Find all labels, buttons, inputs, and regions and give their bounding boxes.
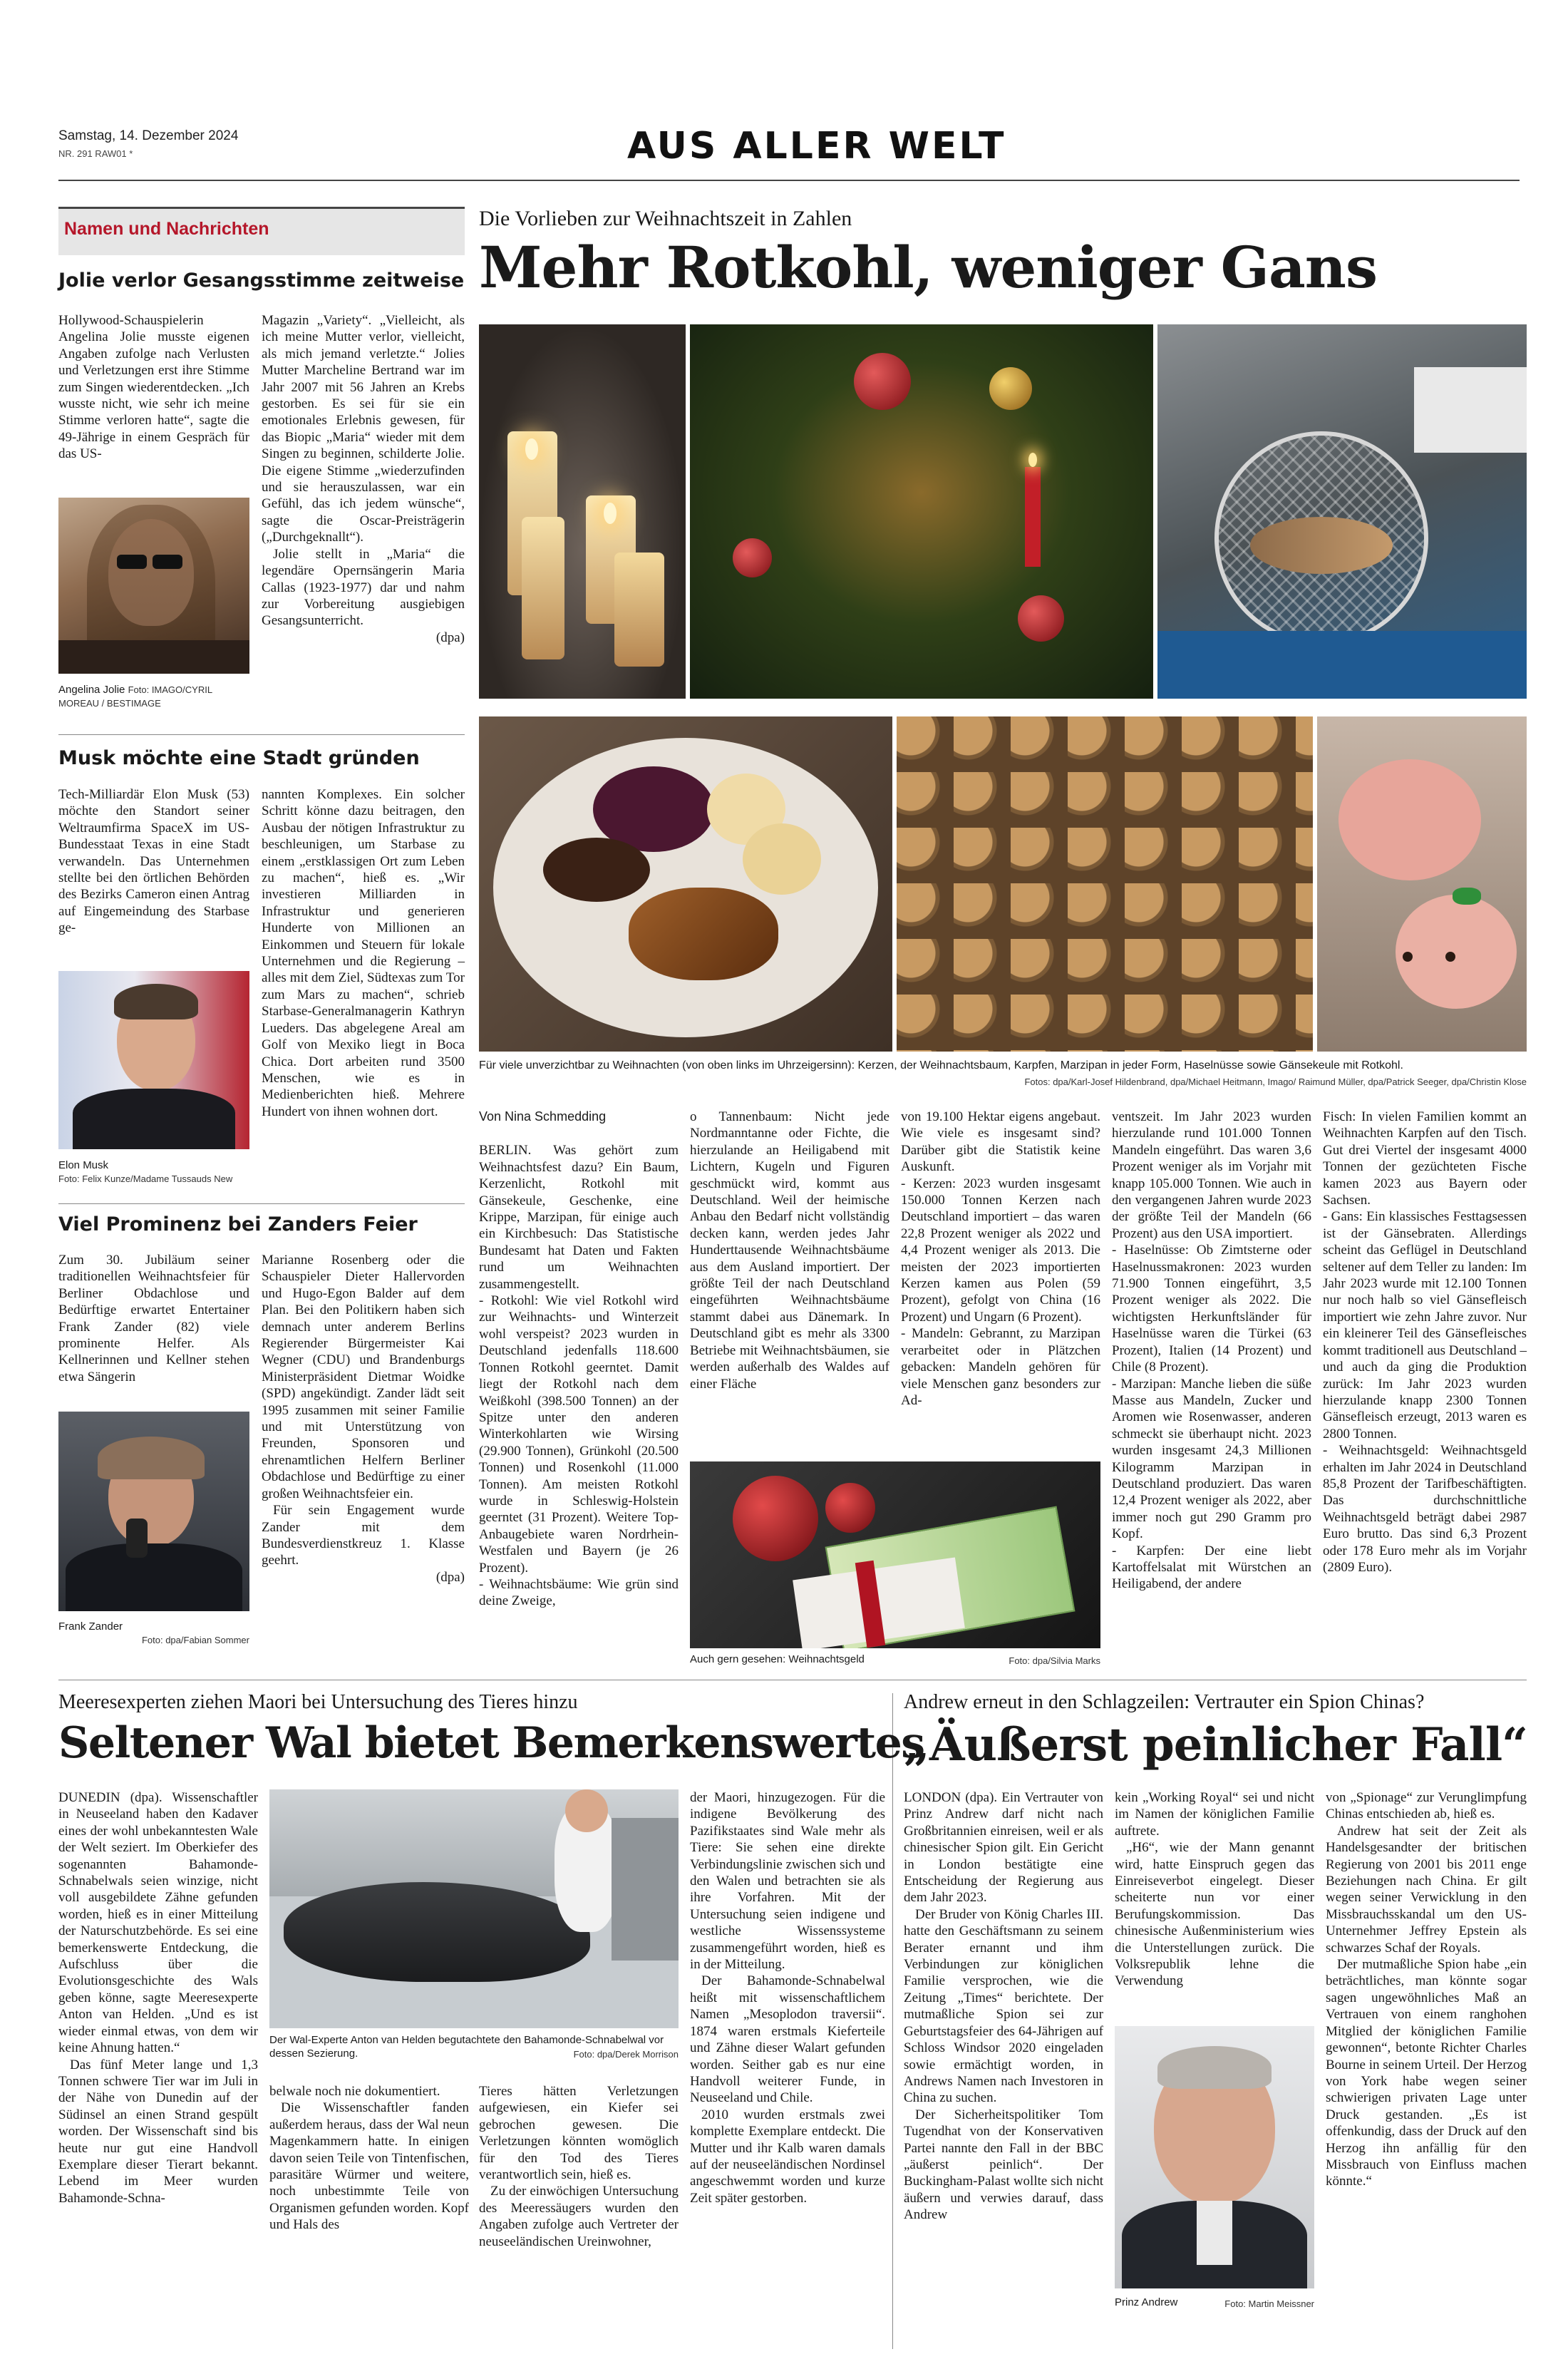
zander-photo — [58, 1412, 249, 1611]
christmas-money-photo — [690, 1461, 1100, 1648]
musk-caption-name: Elon Musk — [58, 1159, 109, 1171]
andrew-photo-caption: Prinz Andrew — [1115, 2296, 1178, 2308]
sidebar-header-label: Namen und Nachrichten — [64, 219, 269, 239]
whale-col2 — [269, 2083, 469, 2234]
jolie-caption — [58, 683, 249, 710]
main-col1-intro: BERLIN. Was gehört zum Weihnachtsfest dazu? Ein Baum, Kerzenlicht, Rotkohl mit Gänsekeule, Geschenke, eine Krippe, Marzipan, für einige auch ein Kirchbesuch: Das Statistische Bundesamt hat Daten und Fakten rund um Weihnachten zusammengestellt. — [479, 1143, 679, 1292]
main-col4-almonds-cont: ventszeit. Im Jahr 2023 wurden hierzulande rund 101.000 Tonnen Mandeln eingeführt. Das waren 3,6 Prozent weniger als im Vorjahr mit knapp 105.000 Tonnen. Wie auch in den vergangenen Jahren wurde 2023 der größte Teil der Mandeln (66 Prozent) aus den USA importiert. — [1112, 1109, 1311, 1241]
musk-headline: Musk möchte eine Stadt gründen — [58, 747, 420, 769]
sidebar — [58, 207, 465, 1668]
zander-headline: Viel Prominenz bei Zanders Feier — [58, 1213, 418, 1235]
main-col3 — [901, 1109, 1100, 1409]
main-col3-candles: - Kerzen: 2023 wurden insgesamt 150.000 Tonnen Kerzen nach Deutschland importiert – das waren 22,8 Prozent weniger als 2022 und 4,4 Prozent weniger als 2013. Die meisten der 2023 importierten Kerzen kamen aus Polen (59 Prozent), gefolgt von China (16 Prozent) und Ungarn (6 Prozent). — [901, 1176, 1100, 1325]
jolie-caption-credit: Foto: IMAGO/CYRIL MOREAU / BESTIMAGE — [58, 684, 212, 709]
andrew-col2-text: kein „Working Royal“ sei und nicht im Namen der königlichen Familie auftrete. — [1115, 1790, 1314, 1839]
zander-text-col2 — [262, 1252, 465, 1586]
issue-number: NR. 291 RAW01 * — [58, 148, 133, 159]
main-col3-trees-cont: von 19.100 Hektar eigens angebaut. Wie viele es insgesamt sind? Darüber gibt die Statistik keine Auskunft. — [901, 1109, 1100, 1175]
andrew-col3-text: von „Spionage“ zur Verunglimpfung Chinas entschieden ab, hieß es. — [1326, 1790, 1527, 1822]
andrew-photo-credit: Foto: Martin Meissner — [1224, 2298, 1314, 2309]
main-col5 — [1323, 1109, 1527, 1576]
issue-date: Samstag, 14. Dezember 2024 — [58, 128, 239, 143]
musk-caption — [58, 1158, 249, 1186]
whale-headline: Seltener Wal bietet Bemerkenswertes — [58, 1718, 924, 1768]
zander-text-col1: Zum 30. Jubiläum seiner traditionellen Weihnachtsfeier für Berliner Obdachlose und Bedürftige erwartet Entertainer Frank Zander (82) viele prominente Helfer. Als Kellnerinnen und Kellner stehen etwa Sängerin — [58, 1253, 249, 1384]
andrew-kicker: Andrew erneut in den Schlagzeilen: Vertrauter ein Spion Chinas? — [904, 1691, 1425, 1713]
main-col4-carp: - Karpfen: Der eine liebt Kartoffelsalat mit Würstchen an Heiligabend, der andere — [1112, 1543, 1311, 1592]
jolie-text-part2: Magazin „Variety“. „Vielleicht, als ich meine Mutter verlor, vielleicht, als mich jemand verletzte.“ Jolies Mutter Marcheline Bertrand war im Jahr 2007 mit 56 Jahren an Krebs gestorben. Es sei für sie ein emotionales Erlebnis gewesen, für das Biopic „Maria“ wieder mit dem Singen zu beginnen, schilderte Jolie. Die eigene Stimme „wiederzufinden und sie herauszulassen, war ein Gefühl, das ich jedem wünsche“, sagte die Oscar-Preisträgerin („Durchgeknallt“). — [262, 313, 465, 545]
whale-col3-text2: Zu der einwöchigen Untersuchung des Meeressäugers wurden den Angaben zufolge auch Vertreter der neuseeländischen Ureinwohner, — [479, 2184, 679, 2249]
main-col5-carp-cont: Fisch: In vielen Familien kommt an Weihnachten Karpfen auf den Tisch. Gut drei Viertel der insgesamt 4000 Tonnen der gezüchteten Fische kamen 2023 aus Bayern oder Sachsen. — [1323, 1109, 1527, 1208]
masthead-rule — [58, 180, 1520, 181]
andrew-photo — [1115, 2026, 1314, 2288]
sidebar-header — [58, 207, 465, 255]
main-col1-rotkohl: - Rotkohl: Wie viel Rotkohl wird zur Weihnachts- und Winterzeit wohl verspeist? 2023 wurden in Deutschland jedenfalls 118.600 Tonnen Rotkohl geerntet. Damit liegt der Rotkohl nach dem Weißkohl (398.500 Tonnen) an der Spitze unter den anderen Winterkohlarten wie Wirsing (29.900 Tonnen), Grünkohl (20.500 Tonnen) und Rosenkohl (11.000 Tonnen). Am meisten Rotkohl wurde in Schleswig-Holstein geerntet (31 Prozent). Weitere Top-Anbaugebiete waren Nordrhein-Westfalen und Bayern (je 26 Prozent). — [479, 1293, 679, 1576]
whale-photo — [269, 1789, 679, 2028]
main-col1 — [479, 1109, 679, 1610]
marzipan-photo — [1317, 716, 1527, 1052]
whale-photo-caption: Der Wal-Experte Anton van Helden begutachtete den Bahamonde-Schnabelwal vor dessen Sezierung. — [269, 2034, 664, 2060]
money-caption: Auch gern gesehen: Weihnachtsgeld — [690, 1653, 865, 1665]
whale-kicker: Meeresexperten ziehen Maori bei Untersuchung des Tieres hinzu — [58, 1691, 578, 1713]
whale-col1-text: DUNEDIN (dpa). Wissenschaftler in Neuseeland haben den Kadaver eines der wohl unbekanntesten Wale der Welt seziert. Im Oberkiefer des sogenannten Bahamonde-Schnabelwals seien winzige, nicht voll ausgebildete Zähne gefunden worden, hieß es in einer Mitteilung der Naturschutzbehörde. Es sei eine bemerkenswerte Entdeckung, die Aufschluss über die Evolutionsgeschichte des Wals geben könne, sagte Meeresexperte Anton van Helden. „Und es ist wieder einmal etwas, von dem wir keine Ahnung hatten.“ — [58, 1790, 258, 2056]
main-author: Von Nina Schmedding — [479, 1109, 607, 1124]
andrew-col3-text3: Der mutmaßliche Spion habe „ein beträchtliches, man könnte sogar sagen ungewöhnliches Maß an Vertrauen von einem ranghohen Mitglied der königlichen Familie gewonnen“, betonte Richter Charles Bourne in seinem Urteil. Der Herzog von York habe wegen seiner schwierigen privaten Lage unter Druck gestanden. „Es ist offenkundig, dass der Druck auf den Herzog ihn anfällig für den Missbrauch von Einfluss machen könnte.“ — [1326, 1957, 1527, 2189]
zander-caption-credit: Foto: dpa/Fabian Sommer — [141, 1635, 249, 1645]
zander-text-part3: Für sein Engagement wurde Zander mit dem Bundesverdienstkreuz 1. Klasse geehrt. — [262, 1503, 465, 1568]
whale-col1 — [58, 1789, 258, 2206]
whale-photo-credit: Foto: dpa/Derek Morrison — [573, 2049, 679, 2060]
andrew-col1-text2: Der Bruder von König Charles III. hatte den Geschäftsmann zu seinem Berater ernannt und ihm Verbindungen zur königlichen Familie versprochen, wie die Zeitung „Times“ berichtete. Der mutmaßliche Spion sei zur Geburtstagsfeier des 64-Jährigen auf Schloss Windsor 2020 eingeladen sowie ermächtigt worden, in Andrews Namen nach Investoren in China zu suchen. — [904, 1906, 1103, 2106]
gallery-credit: Fotos: dpa/Karl-Josef Hildenbrand, dpa/Michael Heitmann, Imago/ Raimund Müller, dpa/Patrick Seeger, dpa/Christin Klose — [1024, 1077, 1527, 1087]
whale-col4-text3: 2010 wurden erstmals zwei komplette Exemplare entdeckt. Die Mutter und ihr Kalb waren damals auf der neuseeländischen Nordinsel angeschwemmt worden und kurze Zeit später gestorben. — [690, 2107, 885, 2206]
main-col5-goose: - Gans: Ein klassisches Festtagsessen ist der Gänsebraten. Allerdings scheint das Geflügel in Deutschland seltener auf dem Teller zu landen: Im Jahr 2023 wurde mit 12.100 Tonnen nur noch halb so viel Gänsefleisch importiert wie zehn Jahre zuvor. Nur ein kleinerer Teil des Gänsefleisches kommt traditionell aus Deutschland – und auch da ging die Produktion zurück: Im Jahr 2023 wurden hierzulande knapp 2300 Tonnen Gänsefleisch erzeugt, 2013 waren es 2800 Tonnen. — [1323, 1209, 1527, 1442]
candles-photo — [479, 324, 686, 699]
whale-col2-text: belwale noch nie dokumentiert. — [269, 2084, 440, 2099]
andrew-col1-text3: Der Sicherheitspolitiker Tom Tugendhat von der Konservativen Partei nannte den Fall in der BBC „äußerst peinlich“. Der Buckingham-Palast wollte sich nicht äußern und verwies darauf, dass Andrew — [904, 2107, 1103, 2223]
main-col3-almonds: - Mandeln: Gebrannt, zu Marzipan verarbeitet oder in Plätzchen gebacken: Mandeln gehören für viele Menschen ganz besonders zur Ad- — [901, 1326, 1100, 1408]
jolie-photo — [58, 498, 249, 674]
whale-col3-text: Tieres hätten Verletzungen aufgewiesen, ein Kiefer sei gebrochen gewesen. Die Verletzungen könnten womöglich für den Tod des Tieres verantwortlich sein, hieß es. — [479, 2084, 679, 2183]
whale-col2-text2: Die Wissenschaftler fanden außerdem heraus, dass der Wal neun Magenkammern hatte. In einigen davon seien Teile von Tintenfischen, parasitäre Würmer und weitere, noch unbestimmte Teile von Organismen gefunden worden. Kopf und Hals des — [269, 2100, 469, 2233]
whale-col4-text: der Maori, hinzugezogen. Für die indigene Bevölkerung des Pazifikstaates sind Wale mehr als Tiere: Sie sehen eine direkte Verbindungslinie zwischen sich und den Walen und betrachten sie als ihre Vorfahren. Mit der Untersuchung seien indigene und westliche Wissenssysteme zusammengeführt worden, hieß es in der Mitteilung. — [690, 1790, 885, 1973]
whale-col4-text2: Der Bahamonde-Schnabelwal heißt mit wissenschaftlichem Namen „Mesoplodon traversii“. 1874 waren erstmals Kieferteile und Zähne dieser Walart gefunden worden. Seither gab es nur eine Handvoll weiterer Funde, in Neuseeland und Chile. — [690, 1973, 885, 2106]
andrew-col3 — [1326, 1789, 1527, 2190]
musk-caption-credit: Foto: Felix Kunze/Madame Tussauds New — [58, 1173, 233, 1184]
zander-caption — [58, 1620, 249, 1647]
andrew-col2 — [1115, 1789, 1314, 1990]
main-col4-marzipan: - Marzipan: Manche lieben die süße Masse aus Mandeln, Zucker und Aromen wie Rosenwasser, anderen schmeckt sie überhaupt nicht. 2023 wurden insgesamt 24,3 Millionen Kilogramm Marzipan in Deutschland produziert. Das waren 12,4 Prozent weniger als 2022, aber immer noch gut 290 Gramm pro Kopf. — [1112, 1376, 1311, 1542]
zander-source: (dpa) — [435, 1569, 465, 1585]
whale-col4 — [690, 1789, 885, 2206]
section-title: AUS ALLER WELT — [627, 125, 1006, 168]
andrew-col1 — [904, 1789, 1103, 2224]
sidebar-divider-1 — [58, 734, 465, 735]
jolie-caption-name: Angelina Jolie — [58, 684, 125, 696]
andrew-headline: „Äußerst peinlicher Fall“ — [904, 1718, 1527, 1772]
carp-photo — [1157, 324, 1527, 699]
main-col1-trees: - Weihnachtsbäume: Wie grün sind deine Zweige, — [479, 1576, 679, 1609]
musk-text-col2: nannten Komplexes. Ein solcher Schritt könne dazu beitragen, den Ausbau der nötigen Infrastruktur zu beschleunigen, um Starbase zu einem „erstklassigen Ort zum Leben zu machen“, hieß es. „Wir investieren Milliarden in Infrastruktur und generieren Hunderte von Millionen an Einkommen und Steuern für lokale Unternehmen und die Regierung – alles mit dem Ziel, Südtexas zum Tor zum Mars zu machen“, schrieb Starbase-Generalmanagerin Kathryn Lueders. Das abgelegene Areal am Golf von Mexiko liegt in Boca Chica. Dort arbeiten rund 3500 Menschen, wie es in Medienberichten hieß. Mehrere Hundert von ihnen wohnen dort. — [262, 787, 465, 1119]
whale-col3 — [479, 2083, 679, 2250]
main-kicker: Die Vorlieben zur Weihnachtszeit in Zahlen — [479, 207, 852, 230]
zander-text-part2: Marianne Rosenberg oder die Schauspieler Dieter Hallervorden und Hugo-Egon Balder auf dem Plan. Bei den Politikern haben sich demnach unter anderem Berlins Regierender Bürgermeister Kai Wegner (CDU) und Brandenburgs Ministerpräsident Dietmar Woidke (SPD) angekündigt. Zander lädt seit 1995 zusammen mit seiner Familie und mit Unterstützung von Freunden, Sponsoren und ehrenamtlichen Helfern Berliner Obdachlose und Bedürftige zu einer großen Weihnachtsfeier ein. — [262, 1253, 465, 1501]
musk-photo — [58, 971, 249, 1149]
jolie-text-part3: Jolie stellt in „Maria“ die legendäre Opernsängerin Maria Callas (1923-1977) dar und nahm zur Vorbereitung ausgiebigen Gesangsunterricht. — [262, 546, 465, 629]
zander-caption-name: Frank Zander — [58, 1620, 123, 1633]
jolie-source: (dpa) — [435, 630, 465, 645]
hazelnuts-photo — [897, 716, 1313, 1052]
main-col4-hazelnuts: - Haselnüsse: Ob Zimtsterne oder Haselnussmakronen: 2023 wurden 71.900 Tonnen eingeführt, 3,5 Prozent weniger als 2022. Die wichtigsten Herkunftsländer für Haselnüsse waren die Türkei (63 Prozent), Italien (14 Prozent) und Chile (8 Prozent). — [1112, 1243, 1311, 1375]
goose-redcabbage-photo — [479, 716, 892, 1052]
main-col2: o Tannenbaum: Nicht jede Nordmanntanne oder Fichte, die hierzulande an Heiligabend mit Lichtern, Kugeln und Figuren geschmückt wird, kommt aus Deutschland. Weil der heimische Anbau den Bedarf nicht vollständig decken kann, werden jedes Jahr Hunderttausende Weihnachtsbäume aus dem Ausland importiert. Der größte Teil der nach Deutschland eingeführten Weihnachtsbäume stammt dabei aus Dänemark. In Deutschland gibt es mehr als 3300 Betriebe mit Weihnachtsbäumen, sie werden außerhalb des Waldes auf einer Fläche — [690, 1109, 889, 1392]
jolie-text-col2 — [262, 312, 465, 646]
gallery-caption: Für viele unverzichtbar zu Weihnachten (von oben links im Uhrzeigersinn): Kerzen, der Weihnachtsbaum, Karpfen, Marzipan in jeder Form, Haselnüsse sowie Gänsekeule mit Rotkohl. — [479, 1059, 1403, 1072]
andrew-col3-text2: Andrew hat seit der Zeit als Handelsgesandter der britischen Regierung von 2001 bis 2011 enge Beziehungen nach China. Er gilt wegen seiner Verwicklung in den Missbrauchsskandal um den US-Unternehmer Jeffrey Epstein als schwarzes Schaf der Royals. — [1326, 1823, 1527, 1956]
sidebar-divider-2 — [58, 1203, 465, 1204]
main-col5-bonus: - Weihnachtsgeld: Weihnachtsgeld erhalten im Jahr 2024 in Deutschland 85,8 Prozent der Tarifbeschäftigten. Das durchschnittliche Weihnachtsgeld beträgt dabei 2987 Euro brutto. Das sind 6,3 Prozent oder 178 Euro mehr als im Vorjahr (2809 Euro). — [1323, 1443, 1527, 1575]
andrew-col1-text: LONDON (dpa). Ein Vertrauter von Prinz Andrew darf nicht nach Großbritannien einreisen, weil er als chinesischer Spion gilt. Ein Gericht in London bestätigte eine Entscheidung der Regierung aus dem Jahr 2023. — [904, 1790, 1103, 1906]
christmas-tree-photo — [690, 324, 1153, 699]
main-col4 — [1112, 1109, 1311, 1593]
jolie-headline: Jolie verlor Gesangsstimme zeitweise — [58, 269, 465, 292]
main-headline: Mehr Rotkohl, weniger Gans — [479, 234, 1377, 301]
musk-text-col1: Tech-Milliardär Elon Musk (53) möchte den Standort seiner Weltraumfirma SpaceX im US-Bundesstaat Texas in eine Stadt verwandeln. Das Unternehmen stellte bei den örtlichen Behörden des Bezirks Cameron einen Antrag auf Eingemeindung des Starbase ge- — [58, 787, 249, 936]
lower-vertical-divider — [892, 1693, 893, 2349]
andrew-col2-text2: „H6“, wie der Mann genannt wird, hatte Einspruch gegen das Einreiseverbot eingelegt. Dieser scheiterte nun vor einer Berufungskommission. Das chinesische Außenministerium wies die Unterstellungen zurück. Die Volksrepublik lehne die Verwendung — [1115, 1840, 1314, 1989]
whale-col1-text2: Das fünf Meter lange und 1,3 Tonnen schwere Tier war im Juli in der Nähe von Dunedin auf der Südinsel an einen Strand gespült worden. Der Wissenschaft sind bis heute nur gut eine Handvoll Exemplare dieser Tierart bekannt. Lebend im Meer wurden Bahamonde-Schna- — [58, 2057, 258, 2206]
jolie-text-col1: Hollywood-Schauspielerin Angelina Jolie musste eigenen Angaben zufolge nach Verlusten und Verletzungen erst ihre Stimme zum Singen wiederentdecken. „Ich wusste nicht, wie sehr ich meine Stimme verloren hatte“, sagte die 49-Jährige in einem Gespräch für das US- — [58, 313, 249, 462]
money-credit: Foto: dpa/Silvia Marks — [1009, 1655, 1100, 1666]
